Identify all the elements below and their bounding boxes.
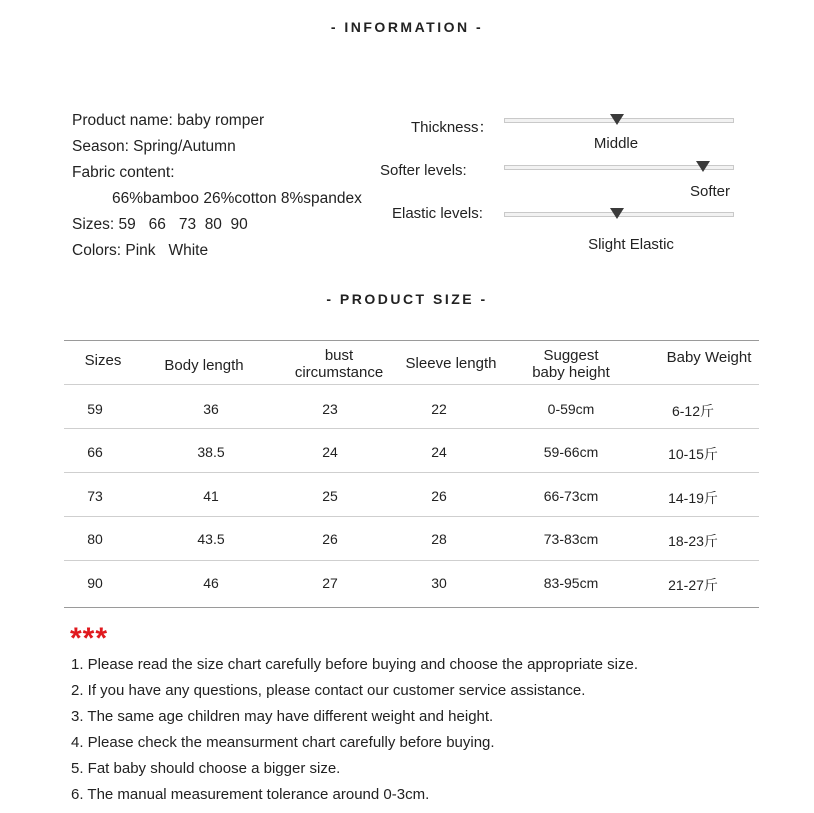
- colors-info: Colors: Pink White: [72, 242, 209, 259]
- row-divider: [64, 516, 759, 517]
- table-top-border: [64, 340, 759, 341]
- sizes-info: Sizes: 59 66 73 80 90: [72, 216, 248, 233]
- thickness-value: Middle: [593, 135, 639, 152]
- fabric-value: 66%bamboo 26%cotton 8%spandex: [112, 190, 362, 207]
- elastic-label: Elastic levels:: [392, 205, 483, 222]
- note-item: 5. Fat baby should choose a bigger size.: [71, 760, 341, 777]
- cell-weight: 21-27斤: [668, 577, 718, 593]
- cell-height: 0-59cm: [547, 401, 595, 417]
- cell-height: 83-95cm: [543, 575, 599, 591]
- cell-bust: 26: [322, 531, 338, 547]
- header-body-length: Body length: [164, 357, 244, 374]
- cell-body-length: 38.5: [197, 444, 225, 460]
- cell-size: 73: [87, 488, 103, 504]
- cell-sleeve-length: 30: [431, 575, 447, 591]
- header-sizes: Sizes: [84, 352, 122, 369]
- header-sleeve-length: Sleeve length: [405, 355, 497, 372]
- cell-sleeve-length: 28: [431, 531, 447, 547]
- cell-body-length: 41: [203, 488, 219, 504]
- cell-size: 90: [87, 575, 103, 591]
- cell-size: 66: [87, 444, 103, 460]
- row-divider: [64, 472, 759, 473]
- thickness-track: [504, 118, 734, 123]
- cell-sleeve-length: 26: [431, 488, 447, 504]
- softer-value: Softer: [689, 183, 731, 200]
- product-name: Product name: baby romper: [72, 112, 265, 129]
- softer-marker: [696, 161, 710, 172]
- row-divider: [64, 428, 759, 429]
- thickness-marker: [610, 114, 624, 125]
- row-divider: [64, 384, 759, 385]
- thickness-label: Thickness：: [411, 119, 494, 136]
- note-item: 1. Please read the size chart carefully before buying and choose the appropriate size.: [71, 656, 639, 673]
- cell-body-length: 43.5: [197, 531, 225, 547]
- cell-height: 66-73cm: [543, 488, 599, 504]
- cell-size: 80: [87, 531, 103, 547]
- fabric-label: Fabric content:: [72, 164, 175, 181]
- header-bust: bust circumstance: [294, 347, 384, 381]
- cell-bust: 23: [322, 401, 338, 417]
- softer-label: Softer levels:: [380, 162, 467, 179]
- season: Season: Spring/Autumn: [72, 138, 236, 155]
- cell-bust: 25: [322, 488, 338, 504]
- elastic-value: Slight Elastic: [588, 236, 674, 253]
- cell-bust: 27: [322, 575, 338, 591]
- elastic-marker: [610, 208, 624, 219]
- product-size-heading: - PRODUCT SIZE -: [326, 291, 488, 307]
- elastic-track: [504, 212, 734, 217]
- row-divider: [64, 560, 759, 561]
- cell-weight: 6-12斤: [671, 403, 715, 419]
- cell-sleeve-length: 24: [431, 444, 447, 460]
- information-heading: - INFORMATION -: [330, 19, 484, 35]
- note-item: 4. Please check the meansurment chart carefully before buying.: [71, 734, 495, 751]
- note-item: 6. The manual measurement tolerance around 0-3cm.: [71, 786, 430, 803]
- note-item: 2. If you have any questions, please contact our customer service assistance.: [71, 682, 586, 699]
- cell-sleeve-length: 22: [431, 401, 447, 417]
- cell-weight: 18-23斤: [668, 533, 718, 549]
- cell-body-length: 36: [203, 401, 219, 417]
- attention-stars: ***: [70, 622, 109, 655]
- cell-bust: 24: [322, 444, 338, 460]
- header-baby-weight: Baby Weight: [666, 349, 752, 366]
- cell-height: 73-83cm: [543, 531, 599, 547]
- softer-track: [504, 165, 734, 170]
- table-bottom-border: [64, 607, 759, 608]
- note-item: 3. The same age children may have different weight and height.: [71, 708, 494, 725]
- cell-weight: 10-15斤: [668, 446, 718, 462]
- cell-height: 59-66cm: [543, 444, 599, 460]
- header-suggest-height: Suggest baby height: [532, 347, 610, 381]
- cell-weight: 14-19斤: [668, 490, 718, 506]
- cell-size: 59: [87, 401, 103, 417]
- cell-body-length: 46: [203, 575, 219, 591]
